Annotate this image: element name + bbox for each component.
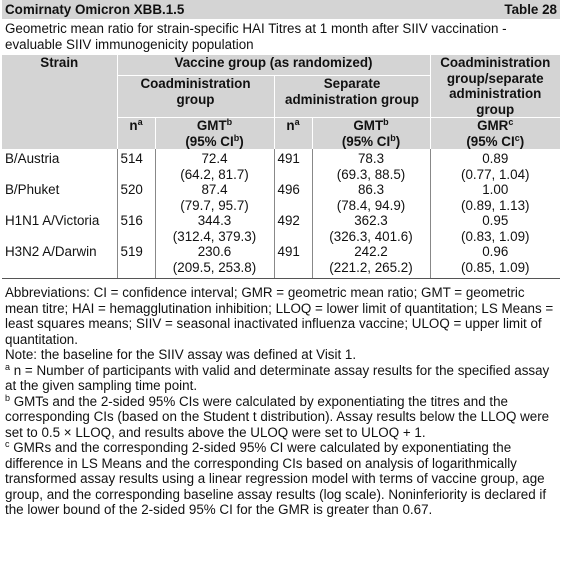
- cell-strain: B/Austria: [5, 151, 60, 166]
- header-vaccine-group: Vaccine group (as randomized): [117, 55, 430, 76]
- header-gmr: GMR$^c$ (95% $CI^c$): [430, 118, 560, 150]
- cell-strain: H3N2 A/Darwin: [2, 244, 117, 279]
- cell-gmr: 1.00 (0.89, 1.13): [430, 182, 560, 213]
- results-table: [2, 55, 560, 279]
- table-row: [2, 213, 560, 244]
- header-n-1: $n^a$: [117, 118, 155, 150]
- abbreviations-note: Abbreviations: CI = confidence interval; GMR = geometric mean ratio; GMT = geometric mean titre; HAI = hemagglutination inhibition; LLOQ = lower limit of quantitation; LS Means = least squares means; SIIV = seasonal inactivated influenza vaccine; ULOQ = upper limit of quantitation.: [5, 285, 554, 347]
- cell-gmt1: 87.4 (79.7, 95.7): [155, 182, 274, 213]
- footnote-a: $^a$ n = Number of participants with valid and determinate assay results for the specified assay at the given sampling time point.: [5, 361, 550, 393]
- footnote-b: $^b$ GMTs and the 2-sided 95% CIs were calculated by exponentiating the titres and the corresponding CIs (based on the Student t distribution). Assay results below the LLOQ were set to 0.5 × LLOQ, and results above the ULOQ were set to ULOQ + 1.: [5, 392, 550, 440]
- header-coadmin-group: Coadministration group: [117, 76, 274, 118]
- table-footnotes: [2, 279, 560, 518]
- footnote-c: $^c$ GMRs and the corresponding 2-sided 95% CI were calculated by exponentiating the difference in LS Means and the corresponding CIs based on analysis of logarithmically transformed assay results using a linear regression model with terms of vaccine group, age group, and the corresponding baseline assay results (log scale). Noninferiority is declared if the lower bound of the 2-sided 95% CI for the GMR is greater than 0.67.: [5, 439, 547, 517]
- cell-gmt1: 344.3 (312.4, 379.3): [155, 213, 274, 244]
- header-n-2: $n^a$: [274, 118, 312, 150]
- cell-strain: H1N1 A/Victoria: [5, 213, 100, 228]
- header-gmt-2: GMT$^b$ (95% $CI^b$): [312, 118, 430, 150]
- cell-n1: 514: [117, 149, 155, 182]
- product-title: Comirnaty Omicron XBB.1.5: [5, 1, 185, 17]
- cell-gmr: 0.95 (0.83, 1.09): [430, 213, 560, 244]
- cell-gmt2: 86.3 (78.4, 94.9): [312, 182, 430, 213]
- table-number: Table 28: [504, 1, 557, 17]
- cell-strain: B/Phuket: [5, 182, 60, 197]
- cell-n2: 496: [274, 182, 312, 213]
- cell-n1: 516: [117, 213, 155, 244]
- cell-gmt2: 242.2 (221.2, 265.2): [312, 244, 430, 279]
- header-gmt-1: GMT$^b$ (95% $CI^b$): [155, 118, 274, 150]
- cell-gmt2: 78.3 (69.3, 88.5): [312, 149, 430, 182]
- cell-gmt1: 72.4 (64.2, 81.7): [155, 149, 274, 182]
- baseline-note: Note: the baseline for the SIIV assay was defined at Visit 1.: [5, 347, 357, 362]
- cell-n2: 491: [274, 244, 312, 279]
- cell-gmr: 0.96 (0.85, 1.09): [430, 244, 560, 279]
- table-caption: Geometric mean ratio for strain-specific HAI Titres at 1 month after SIIV vaccination - evaluable SIIV immunogenicity population: [5, 21, 507, 52]
- title-bar: [2, 0, 560, 19]
- cell-gmr: 0.89 (0.77, 1.04): [430, 149, 560, 182]
- table-row: [2, 182, 560, 213]
- document-page: [2, 0, 560, 518]
- header-gmr-group: Coadministration group/separate administration group: [430, 55, 560, 118]
- cell-n1: 519: [117, 244, 155, 279]
- cell-gmt1: 230.6 (209.5, 253.8): [155, 244, 274, 279]
- header-strain: Strain: [2, 55, 117, 149]
- cell-n2: 491: [274, 149, 312, 182]
- table-row: [2, 244, 560, 279]
- table-row: [2, 149, 560, 182]
- cell-gmt2: 362.3 (326.3, 401.6): [312, 213, 430, 244]
- cell-n1: 520: [117, 182, 155, 213]
- cell-n2: 492: [274, 213, 312, 244]
- header-separate-group: Separate administration group: [274, 76, 430, 118]
